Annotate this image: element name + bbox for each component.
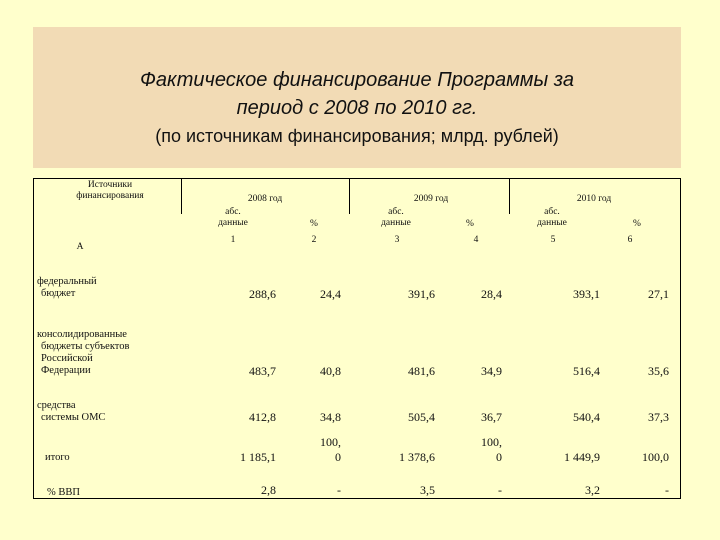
index-3: 3	[394, 235, 400, 245]
row-label-federal: федеральный бюджет	[37, 276, 97, 299]
financing-table	[33, 178, 681, 499]
cell-total-2010-pct: 100,0	[642, 450, 669, 464]
cell-regional-2008-pct: 40,8	[320, 364, 341, 378]
cell-federal-2008-pct: 24,4	[320, 287, 341, 301]
cell-oms-2008-pct: 34,8	[320, 410, 341, 424]
cell-total-2008-abs: 1 185,1	[240, 450, 276, 464]
source-header: Источники финансирования	[76, 180, 144, 201]
cell-regional-2010-abs: 516,4	[573, 364, 600, 378]
abs-label-2009: абс. данные	[381, 207, 411, 228]
index-5: 5	[550, 235, 556, 245]
cell-federal-2009-abs: 391,6	[408, 287, 435, 301]
abs-label-2008: абс. данные	[218, 207, 248, 228]
row-label-total: итого	[45, 452, 70, 463]
cell-federal-2008-abs: 288,6	[249, 287, 276, 301]
year-2008: 2008 год	[247, 194, 283, 204]
pct-label-2010: %	[633, 219, 641, 229]
title-line-2: период с 2008 по 2010 гг.	[236, 97, 478, 119]
year-2009: 2009 год	[413, 194, 449, 204]
table-border-top	[33, 178, 681, 179]
cell-oms-2009-abs: 505,4	[408, 410, 435, 424]
cell-gdp-2009-abs: 3,5	[420, 483, 435, 497]
cell-federal-2010-pct: 27,1	[648, 287, 669, 301]
abs-label-2010: абс. данные	[537, 207, 567, 228]
pct-label-2008: %	[310, 219, 318, 229]
cell-oms-2010-pct: 37,3	[648, 410, 669, 424]
cell-gdp-2010-abs: 3,2	[585, 483, 600, 497]
cell-regional-2009-pct: 34,9	[481, 364, 502, 378]
pct-label-2009: %	[466, 219, 474, 229]
cell-oms-2008-abs: 412,8	[249, 410, 276, 424]
cell-oms-2009-pct: 36,7	[481, 410, 502, 424]
cell-gdp-2009-pct: -	[498, 483, 502, 497]
index-2: 2	[311, 235, 317, 245]
year-2010: 2010 год	[576, 194, 612, 204]
cell-gdp-2008-abs: 2,8	[261, 483, 276, 497]
cell-total-2009-pct: 100, 0	[481, 435, 502, 464]
cell-total-2009-abs: 1 378,6	[399, 450, 435, 464]
index-1: 1	[230, 235, 236, 245]
cell-gdp-2010-pct: -	[665, 483, 669, 497]
index-a: А	[76, 242, 84, 252]
title-subtitle: (по источникам финансирования; млрд. рублей)	[155, 126, 559, 146]
cell-regional-2010-pct: 35,6	[648, 364, 669, 378]
table-border-bottom	[33, 498, 681, 499]
row-label-regional: консолидированные бюджеты субъектов Российской Федерации	[37, 329, 130, 376]
title-banner	[33, 27, 681, 168]
table-border-left	[33, 178, 34, 499]
cell-federal-2009-pct: 28,4	[481, 287, 502, 301]
divider-2008	[181, 178, 182, 214]
cell-regional-2009-abs: 481,6	[408, 364, 435, 378]
cell-gdp-2008-pct: -	[337, 483, 341, 497]
cell-total-2008-pct: 100, 0	[320, 435, 341, 464]
divider-2010	[509, 178, 510, 214]
row-label-gdp: % ВВП	[47, 487, 80, 498]
title-line-1: Фактическое финансирование Программы за	[140, 69, 574, 91]
row-label-oms: средства системы ОМС	[37, 400, 106, 423]
table-border-right	[680, 178, 681, 499]
cell-regional-2008-abs: 483,7	[249, 364, 276, 378]
index-4: 4	[473, 235, 479, 245]
divider-2009	[349, 178, 350, 214]
index-6: 6	[627, 235, 633, 245]
cell-total-2010-abs: 1 449,9	[564, 450, 600, 464]
cell-federal-2010-abs: 393,1	[573, 287, 600, 301]
cell-oms-2010-abs: 540,4	[573, 410, 600, 424]
